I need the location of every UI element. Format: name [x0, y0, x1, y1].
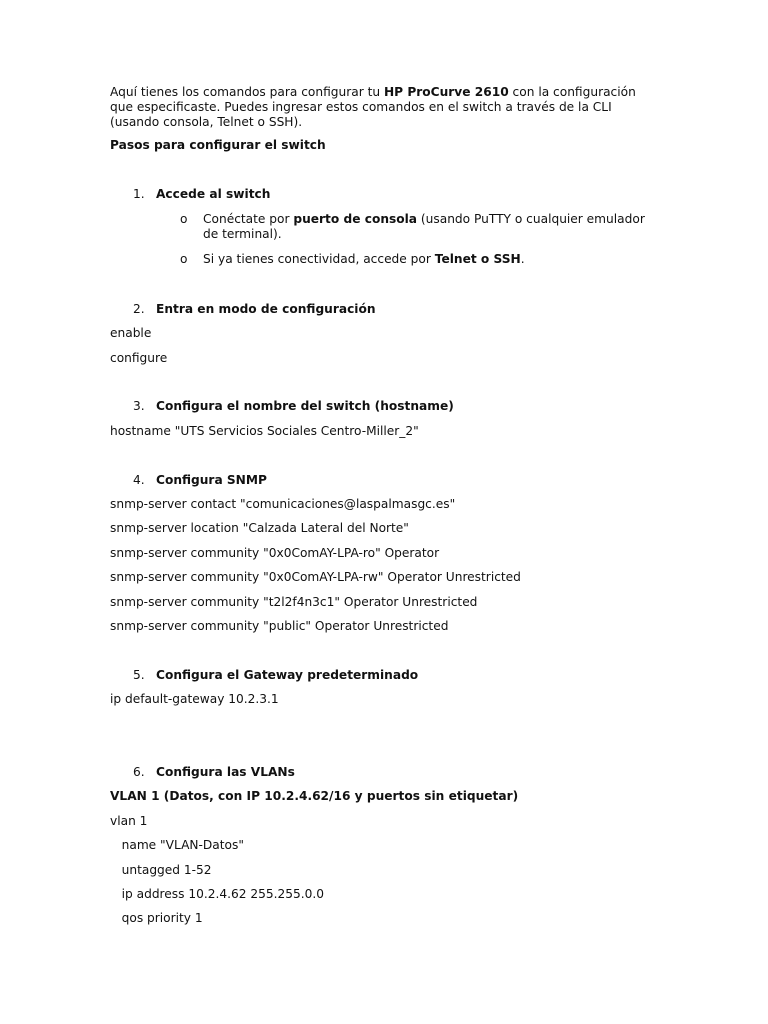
bullet-marker: o [180, 212, 188, 226]
intro-paragraph [110, 85, 655, 130]
section-title: Pasos para configurar el switch [110, 138, 326, 152]
command-line: vlan 1 [110, 814, 148, 828]
bullet-text-bold: Telnet o SSH [434, 252, 521, 266]
bullet-text-pre: Si ya tienes conectividad, accede por [203, 252, 435, 266]
step-title: Configura SNMP [156, 473, 267, 487]
step-title: Configura las VLANs [156, 765, 295, 779]
command-line: untagged 1-52 [110, 863, 212, 877]
intro-text-2: con la configuración que especificaste. Puedes ingresar estos comandos en el switch a través de la CLI (usando consola, Telnet o SSH). [110, 85, 636, 129]
command-line: ip address 10.2.4.62 255.255.0.0 [110, 887, 325, 901]
bullet-text [203, 212, 653, 242]
command-line: name "VLAN-Datos" [110, 838, 244, 852]
step-title: Entra en modo de configuración [156, 302, 376, 316]
command-line: snmp-server community "public" Operator Unrestricted [110, 619, 449, 633]
switch-model: HP ProCurve 2610 [383, 85, 509, 99]
command-line: snmp-server community "0x0ComAY-LPA-ro" Operator [110, 546, 440, 560]
bullet-text-pre: Conéctate por [203, 212, 294, 226]
command-line: ip default-gateway 10.2.3.1 [110, 692, 279, 706]
intro-text-1: Aquí tienes los comandos para configurar tu [110, 85, 384, 99]
bullet-text-bold: puerto de consola [293, 212, 418, 226]
step-number: 1. [133, 187, 145, 201]
command-line: snmp-server community "t2l2f4n3c1" Operator Unrestricted [110, 595, 478, 609]
step-number: 2. [133, 302, 145, 316]
bullet-text-post: (usando PuTTY o cualquier emulador de terminal). [203, 212, 645, 241]
bullet-marker: o [180, 252, 188, 266]
step-title: Configura el nombre del switch (hostname) [156, 399, 454, 413]
vlan-heading: VLAN 1 (Datos, con IP 10.2.4.62/16 y puertos sin etiquetar) [110, 789, 519, 803]
step-number: 5. [133, 668, 145, 682]
step-number: 4. [133, 473, 145, 487]
command-line: qos priority 1 [110, 911, 203, 925]
step-number: 3. [133, 399, 145, 413]
command-line: hostname "UTS Servicios Sociales Centro-Miller_2" [110, 424, 419, 438]
command-line: enable [110, 326, 152, 340]
command-line: snmp-server contact "comunicaciones@laspalmasgc.es" [110, 497, 456, 511]
bullet-text [203, 252, 653, 267]
bullet-text-post: . [520, 252, 525, 266]
step-number: 6. [133, 765, 145, 779]
command-line: configure [110, 351, 168, 365]
command-line: snmp-server community "0x0ComAY-LPA-rw" Operator Unrestricted [110, 570, 521, 584]
step-title: Configura el Gateway predeterminado [156, 668, 419, 682]
step-title: Accede al switch [156, 187, 271, 201]
command-line: snmp-server location "Calzada Lateral del Norte" [110, 521, 409, 535]
